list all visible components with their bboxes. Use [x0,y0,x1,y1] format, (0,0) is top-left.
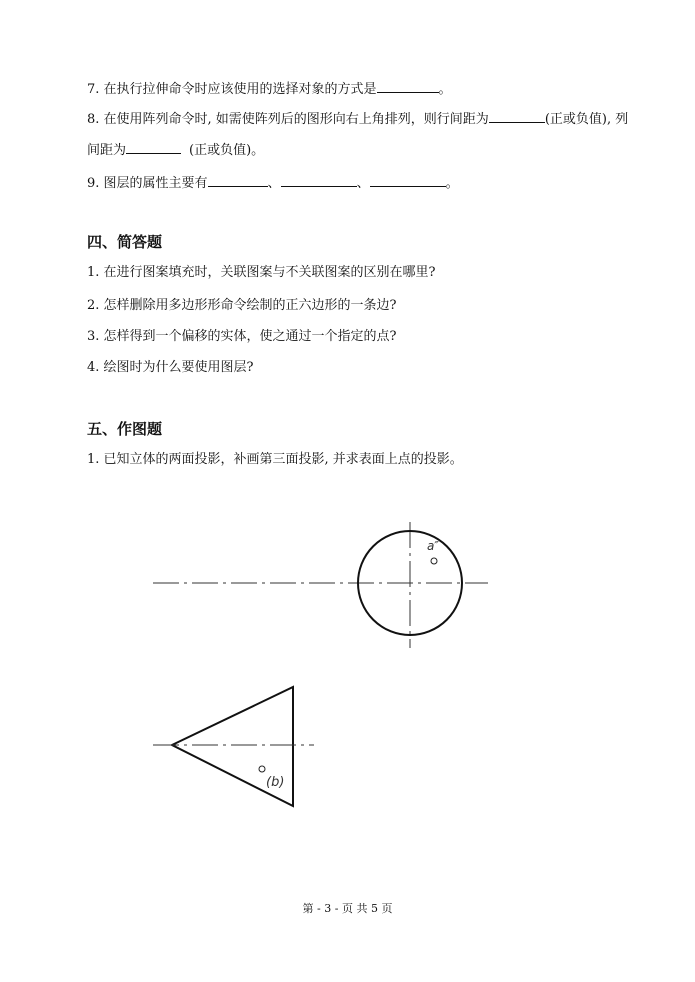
question-9-end: 。 [445,176,459,191]
drawing-question-item: 1. 已知立体的两面投影，补画第三面投影, 并求表面上点的投影。 [87,452,463,467]
point-a-label: a″ [427,539,439,553]
page-footer: 第 - 3 - 页 共 5 页 [302,902,393,915]
short-answer-item: 3. 怎样得到一个偏移的实体，使之通过一个指定的点? [87,329,397,344]
question-9-sep1: 、 [267,176,281,191]
section-heading: 五、作图题 [87,420,163,438]
question-9-text: 9. 图层的属性主要有 [87,176,208,191]
short-answer-item: 4. 绘图时为什么要使用图层? [87,360,254,375]
question-9-sep2: 、 [356,176,370,191]
point-b-label: (b) [266,775,285,790]
question-8-text-b: 间距为 [87,143,127,158]
point-b-marker [259,766,265,772]
question-8-paren-a: (正或负值), 列 [544,112,629,127]
short-answer-item: 2. 怎样删除用多边形形命令绘制的正六边形的一条边? [87,298,397,313]
section-heading: 四、简答题 [87,233,163,251]
question-8-text-a: 8. 在使用阵列命令时, 如需使阵列后的图形向右上角排列，则行间距为 [87,112,489,127]
question-7-text: 7. 在执行拉伸命令时应该使用的选择对象的方式是 [87,82,377,97]
point-a-marker [431,558,437,564]
question-7-end: 。 [438,82,452,97]
short-answer-item: 1. 在进行图案填充时，关联图案与不关联图案的区别在哪里? [87,265,436,280]
question-8-paren-b: (正或负值)。 [189,143,265,158]
